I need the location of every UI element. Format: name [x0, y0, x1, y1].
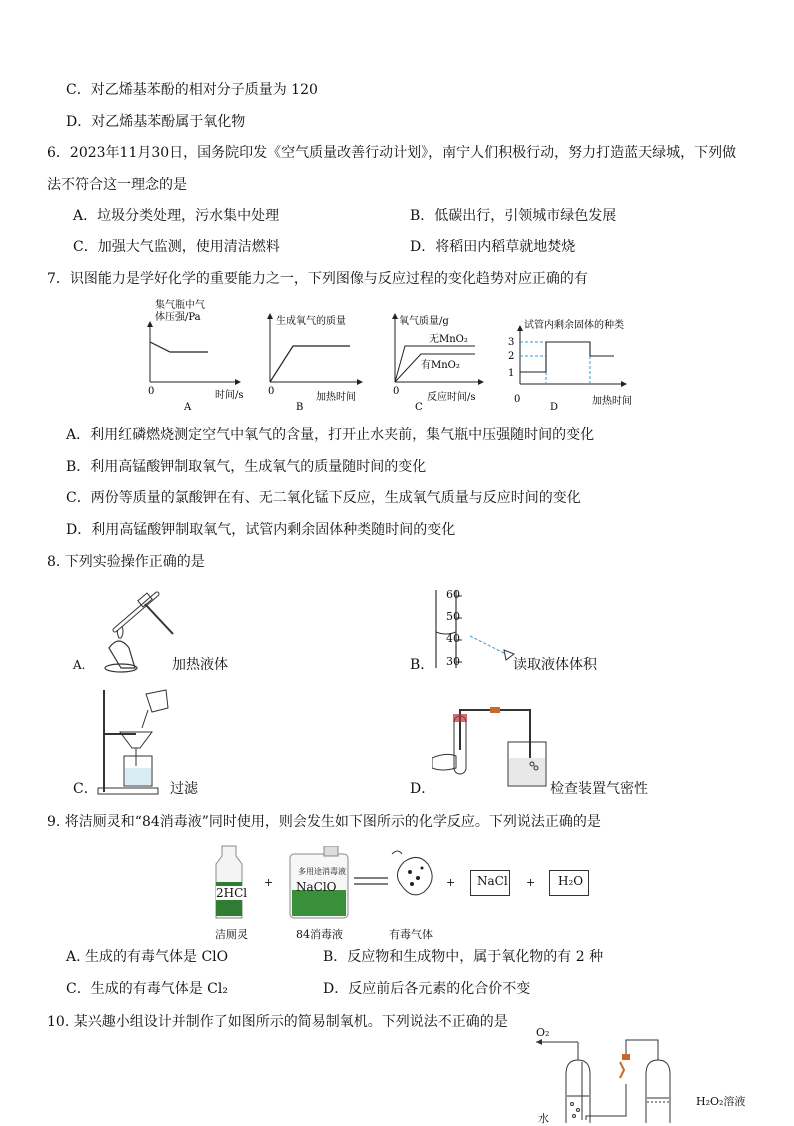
q8-d-tag: D． — [410, 781, 436, 797]
graph-c-curve-2: 有MnO₂ — [421, 360, 460, 371]
graph-b-tag: B — [296, 402, 304, 413]
q8-c-label: 过滤 — [170, 781, 198, 797]
q8-c-tag: C． — [73, 781, 98, 797]
q6-option-b: B．低碳出行，引领城市绿色发展 — [410, 208, 617, 224]
q7-stem: 7．识图能力是学好化学的重要能力之一，下列图像与反应过程的变化趋势对应正确的有 — [47, 271, 588, 287]
q8-d-label: 检查装置气密性 — [550, 781, 648, 797]
label-o2: O₂ — [536, 1026, 550, 1039]
toilet-cleaner-bottle — [212, 842, 248, 922]
q7-option-a: A．利用红磷燃烧测定空气中氧气的含量，打开止水夹前，集气瓶中压强随时间的变化 — [66, 427, 595, 443]
graph-a-ylabel-2: 体压强/Pa — [155, 312, 201, 323]
bottle-2-formula: NaClO — [296, 880, 337, 894]
q8-a-tag: A. — [73, 658, 86, 672]
q9-option-b: B．反应物和生成物中，属于氧化物的有 2 种 — [323, 949, 604, 965]
graph-c — [393, 314, 483, 413]
q6-option-c: C．加强大气监测，使用清洁燃料 — [73, 239, 280, 255]
plus-sign-3: + — [526, 876, 536, 889]
q7-option-b: B．利用高锰酸钾制取氧气，生成氧气的质量随时间的变化 — [66, 459, 427, 475]
cylinder-tick-60: 60 — [446, 588, 460, 601]
bottle-2-caption: 84消毒液 — [296, 928, 343, 941]
airtightness-illustration — [432, 702, 552, 790]
q9-stem: 9. 将洁厕灵和“84消毒液”同时使用，则会发生如下图所示的化学反应。下列说法正确的是 — [47, 814, 601, 830]
graph-c-ylabel: 氧气质量/g — [399, 316, 449, 327]
cylinder-tick-40: 40 — [446, 632, 460, 645]
heating-liquid-illustration — [95, 586, 180, 676]
bottle-2-top-text: 多用途消毒液 — [298, 867, 346, 876]
graph-b — [268, 314, 362, 413]
filtration-illustration — [96, 688, 176, 798]
graph-a-ylabel-1: 集气瓶中气 — [155, 300, 205, 311]
q5-option-c: C．对乙烯基苯酚的相对分子质量为 120 — [66, 82, 318, 98]
graph-b-ylabel: 生成氧气的质量 — [276, 316, 346, 327]
cylinder-tick-30: 30 — [446, 655, 460, 668]
graph-d-ylabel: 试管内剩余固体的种类 — [524, 320, 624, 331]
graph-d-tick-2: 2 — [508, 351, 515, 362]
toxic-gas-illustration — [388, 846, 442, 904]
graph-d-tag: D — [550, 402, 559, 413]
graph-d-tick-3: 3 — [508, 337, 515, 348]
graph-c-curve-1: 无MnO₂ — [429, 334, 468, 345]
q8-a-label: 加热液体 — [172, 657, 228, 673]
graph-a — [148, 298, 244, 413]
graph-a-xlabel: 时间/s — [215, 390, 244, 401]
q8-b-tag: B． — [410, 657, 435, 673]
graph-c-origin: 0 — [393, 386, 400, 397]
q5-option-d: D．对乙烯基苯酚属于氧化物 — [66, 114, 246, 130]
cylinder-tick-50: 50 — [446, 610, 460, 623]
q6-stem-line-2: 法不符合这一理念的是 — [47, 177, 187, 193]
toxic-gas-caption: 有毒气体 — [389, 928, 433, 941]
graph-c-tag: C — [415, 402, 423, 413]
graph-a-origin: 0 — [148, 386, 155, 397]
graph-b-origin: 0 — [268, 386, 275, 397]
q6-option-a: A．垃圾分类处理，污水集中处理 — [73, 208, 280, 224]
graduated-cylinder-illustration — [430, 588, 520, 670]
graph-d-xlabel: 加热时间 — [592, 396, 632, 407]
q9-option-a: A. 生成的有毒气体是 ClO — [66, 949, 229, 965]
oxygen-generator-illustration — [526, 1024, 696, 1123]
q10-stem: 10. 某兴趣小组设计并制作了如图所示的简易制氧机。下列说法不正确的是 — [47, 1014, 508, 1030]
bottle-1-formula: 2HCl — [216, 886, 248, 900]
product-water: H₂O — [558, 874, 584, 888]
graph-a-tag: A — [184, 402, 192, 413]
product-nacl: NaCl — [477, 874, 508, 888]
q8-b-label: 读取液体体积 — [513, 657, 597, 673]
graph-d-tick-1: 1 — [508, 368, 515, 379]
equals-sign — [354, 876, 390, 886]
plus-sign-2: + — [446, 876, 456, 889]
plus-sign-1: + — [264, 876, 274, 889]
q9-option-c: C．生成的有毒气体是 Cl₂ — [66, 981, 228, 997]
q7-graphs — [130, 296, 670, 416]
graph-d — [508, 318, 632, 413]
label-water: 水 — [538, 1112, 549, 1125]
q7-option-c: C．两份等质量的氯酸钾在有、无二氧化锰下反应，生成氧气质量与反应时间的变化 — [66, 490, 581, 506]
q6-stem-line-1: 6．2023年11月30日，国务院印发《空气质量改善行动计划》，南宁人们积极行动，努力打造蓝天绿城，下列做 — [47, 145, 737, 161]
bottle-1-caption: 洁厕灵 — [215, 928, 248, 941]
graph-d-origin: 0 — [514, 394, 521, 405]
q6-option-d: D．将稻田内稻草就地焚烧 — [410, 239, 576, 255]
graph-c-xlabel: 反应时间/s — [427, 392, 476, 403]
graph-b-xlabel: 加热时间 — [316, 392, 356, 403]
q8-stem: 8. 下列实验操作正确的是 — [47, 554, 205, 570]
label-h2o2: H₂O₂溶液 — [696, 1095, 746, 1108]
q7-option-d: D．利用高锰酸钾制取氧气，试管内剩余固体种类随时间的变化 — [66, 522, 456, 538]
q9-option-d: D．反应前后各元素的化合价不变 — [323, 981, 531, 997]
